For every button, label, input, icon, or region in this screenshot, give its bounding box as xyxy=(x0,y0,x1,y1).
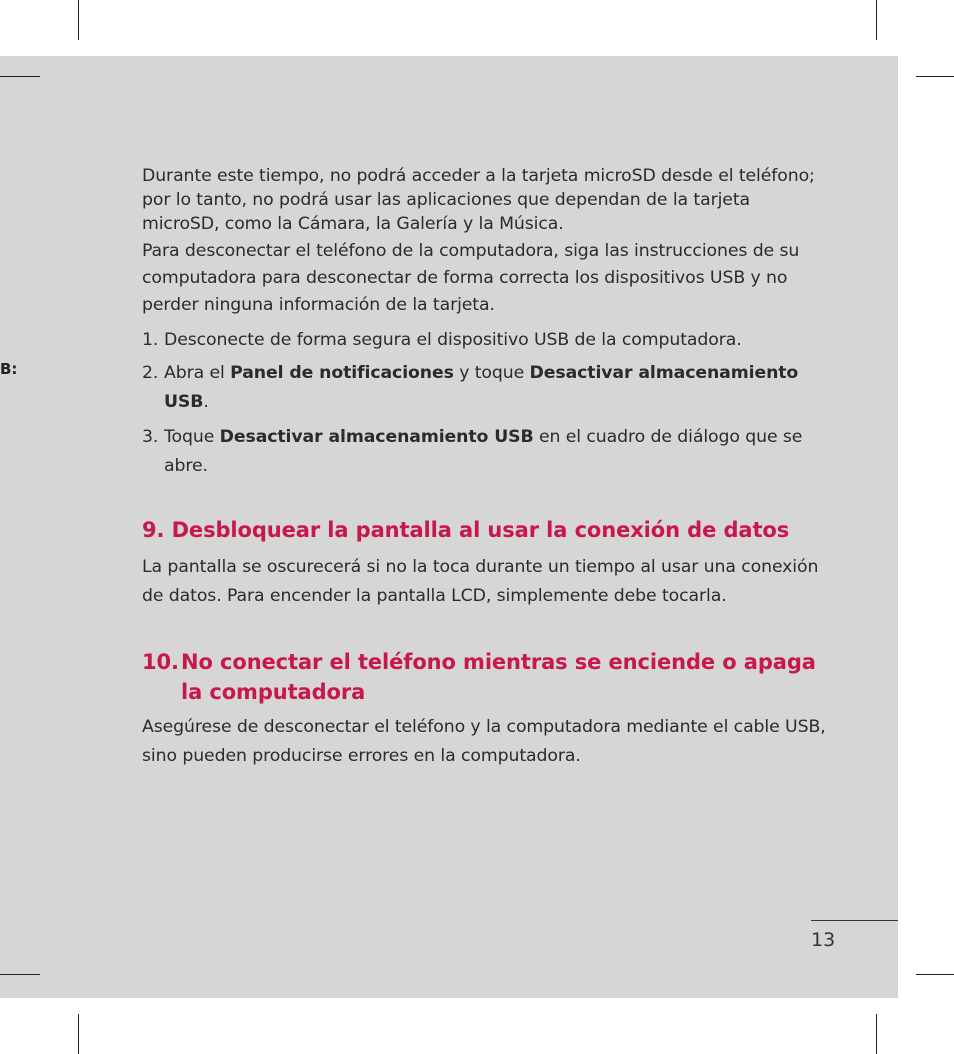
page-content xyxy=(142,164,832,771)
step-text: Desconecte de forma segura el dispositivo USB de la computadora. xyxy=(164,330,742,350)
section-10-number: 10. xyxy=(142,650,179,674)
crop-mark xyxy=(916,974,954,975)
crop-mark xyxy=(916,76,954,77)
previous-page-fragment: B: xyxy=(0,360,18,378)
step-3 xyxy=(142,423,832,481)
step-number: 3. xyxy=(142,427,159,447)
crop-mark xyxy=(78,0,79,40)
step-number: 2. xyxy=(142,363,159,383)
intro-paragraph-1: Durante este tiempo, no podrá acceder a la tarjeta microSD desde el teléfono; por lo tanto, no podrá usar las aplicaciones que dependan de la tarjeta microSD, como la Cámara, la Galería y la Música. xyxy=(142,166,815,234)
page-corner-notch xyxy=(0,0,78,56)
section-10-heading xyxy=(142,647,832,707)
step-text: y toque xyxy=(453,363,530,383)
page-number: 13 xyxy=(811,929,836,951)
crop-mark xyxy=(0,76,40,77)
section-9-body: La pantalla se oscurecerá si no la toca durante un tiempo al usar una conexión de datos. Para encender la pantalla LCD, simplemente debe tocarla. xyxy=(142,557,819,606)
step-text: . xyxy=(203,392,209,412)
crop-mark xyxy=(0,974,40,975)
section-9-heading: 9. Desbloquear la pantalla al usar la conexión de datos xyxy=(142,518,790,542)
crop-mark xyxy=(876,0,877,40)
step-2 xyxy=(142,359,832,417)
step-bold-term: Panel de notificaciones xyxy=(230,363,454,383)
page-number-rule xyxy=(811,920,898,921)
step-text: Abra el xyxy=(164,363,231,383)
step-bold-term: Desactivar almacenamiento USB xyxy=(164,363,799,412)
crop-mark xyxy=(78,1014,79,1054)
step-number: 1. xyxy=(142,330,159,350)
step-text: Toque xyxy=(164,427,220,447)
crop-mark xyxy=(876,1014,877,1054)
section-10-title: No conectar el teléfono mientras se enciende o apaga la computadora xyxy=(181,650,816,704)
step-text: en el cuadro de diálogo que se abre. xyxy=(164,427,803,476)
step-1 xyxy=(142,327,832,353)
section-10-body: Asegúrese de desconectar el teléfono y la computadora mediante el cable USB, sino pueden producirse errores en la computadora. xyxy=(142,717,826,766)
step-bold-term: Desactivar almacenamiento USB xyxy=(219,427,534,447)
intro-paragraph-2: Para desconectar el teléfono de la computadora, siga las instrucciones de su computadora para desconectar de forma correcta los dispositivos USB y no perder ninguna información de la tarjeta. xyxy=(142,241,800,315)
